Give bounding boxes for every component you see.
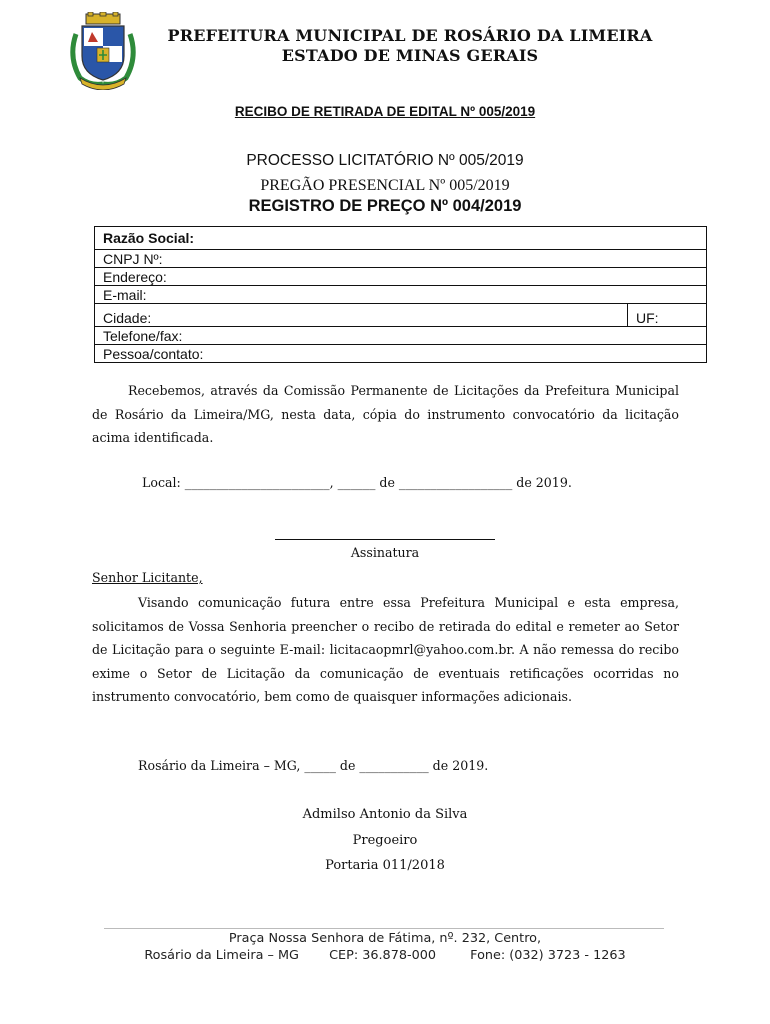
cidade-field[interactable]: Cidade: [95,304,628,327]
footer-city: Rosário da Limeira – MG [144,948,299,963]
receipt-title: RECIBO DE RETIRADA DE EDITAL Nº 005/2019 [234,104,536,119]
footer-contact [0,948,770,963]
cnpj-field[interactable]: CNPJ Nº: [95,250,707,268]
header-title-line2: ESTADO DE MINAS GERAIS [281,46,539,65]
footer-cep: CEP: 36.878-000 [329,948,437,963]
header-title-line1: PREFEITURA MUNICIPAL DE ROSÁRIO DA LIMEIRA [167,26,653,45]
footer-divider [104,928,664,929]
pregao-number: PREGÃO PRESENCIAL Nº 005/2019 [260,177,510,194]
salutation: Senhor Licitante, [92,570,203,585]
uf-field[interactable]: UF: [628,304,707,327]
local-date-line: Local: _______________________, ______ de __________________ de 2019. [142,475,572,490]
signer-name: Admilso Antonio da Silva [302,807,468,822]
signature-line [275,539,495,540]
endereco-field[interactable]: Endereço: [95,268,707,286]
footer-address: Praça Nossa Senhora de Fátima, nº. 232, Centro, [228,931,542,946]
signer-portaria: Portaria 011/2018 [325,858,445,873]
signer-role: Pregoeiro [352,833,418,848]
instructions-paragraph: Visando comunicação futura entre essa Prefeitura Municipal e esta empresa, solicitamos de Vossa Senhoria preencher o recibo de retirada do edital e remeter ao Setor de Licitação para o seguinte E-mail: licitacaopmrl@yahoo.com.br. A não remessa do recibo exime o Setor de Licitação da comunicação de eventuais retificações ocorridas no instrumento convocatório, bem como de quaisquer informações adicionais. [92,595,679,704]
receipt-paragraph: Recebemos, através da Comissão Permanente de Licitações da Prefeitura Municipal de Rosário da Limeira/MG, nesta data, cópia do instrumento convocatório da licitação acima identificada. [92,383,679,445]
registro-number: REGISTRO DE PREÇO Nº 004/2019 [248,197,522,215]
process-number: PROCESSO LICITATÓRIO Nº 005/2019 [246,152,524,169]
razao-social-field[interactable]: Razão Social: [95,227,707,250]
footer-phone: Fone: (032) 3723 - 1263 [470,948,626,963]
signature-label: Assinatura [350,545,420,560]
date-line: Rosário da Limeira – MG, _____ de ___________ de 2019. [138,758,489,773]
pessoa-contato-field[interactable]: Pessoa/contato: [95,345,707,363]
email-field[interactable]: E-mail: [95,286,707,304]
telefone-field[interactable]: Telefone/fax: [95,327,707,345]
company-form-table [94,226,707,363]
